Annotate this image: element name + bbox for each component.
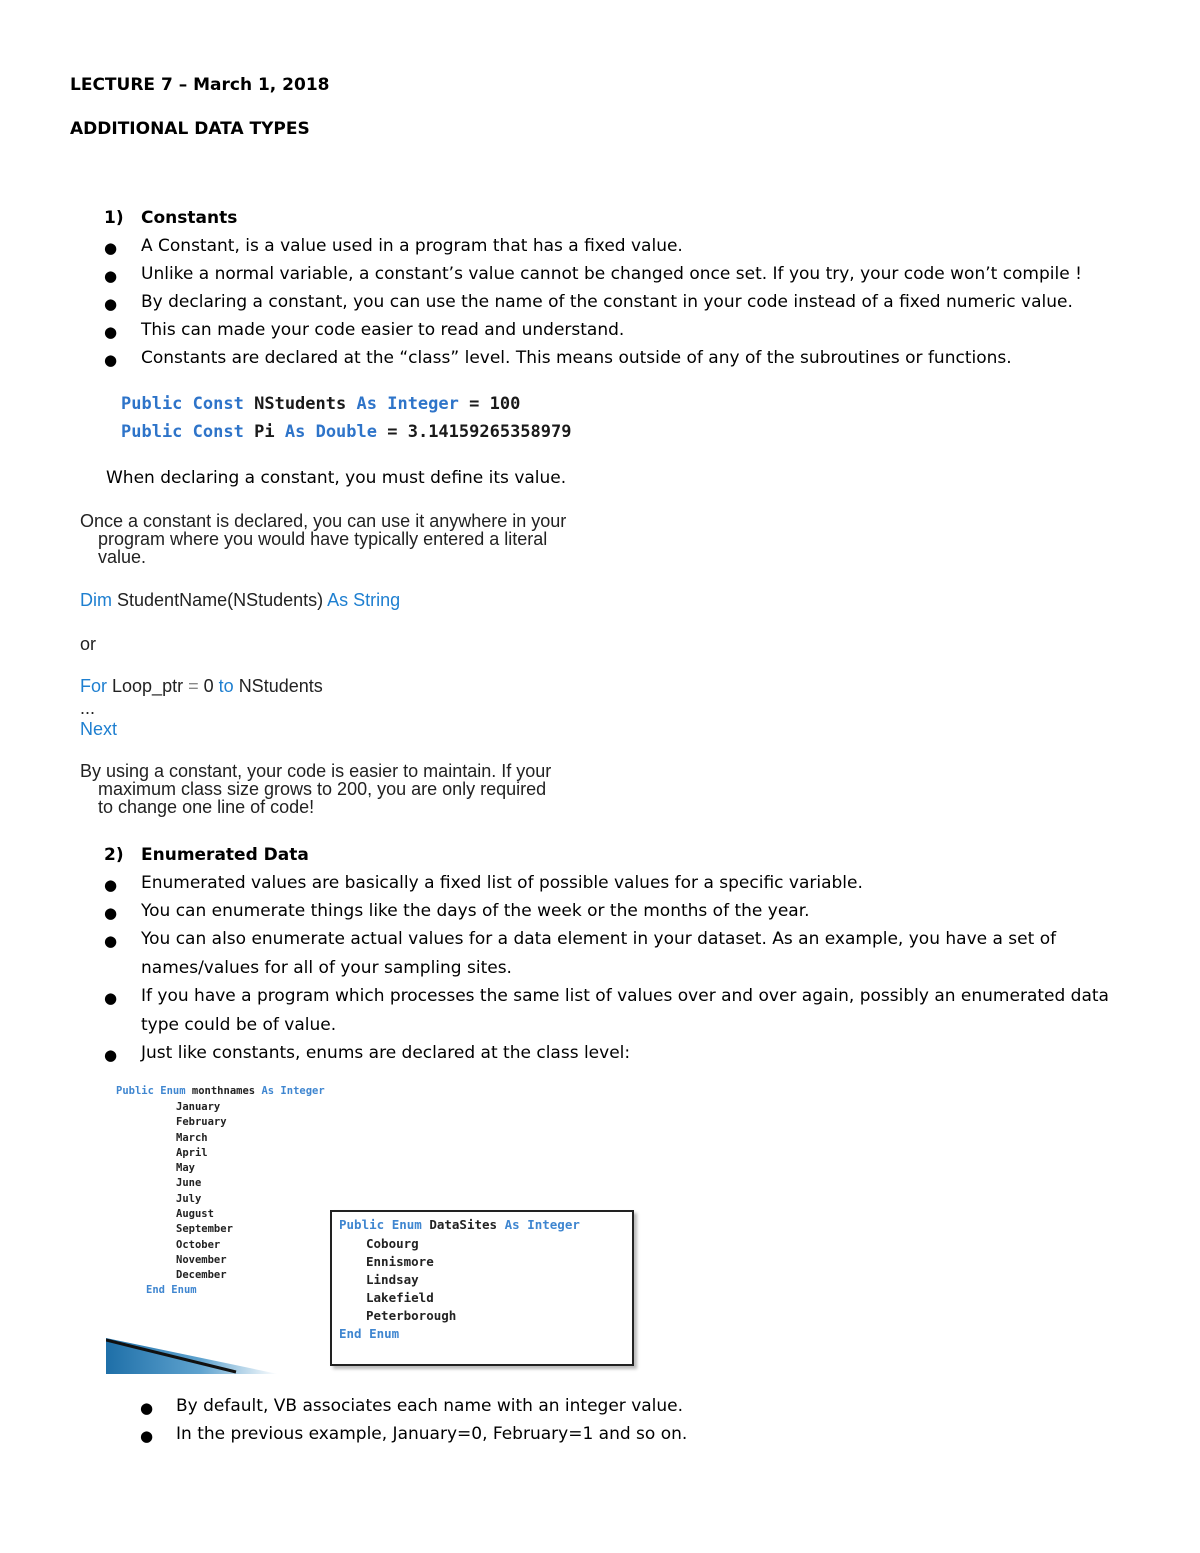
list-item: By declaring a constant, you can use the name of the constant in your code instead of a fixed numeric value.	[141, 292, 1073, 312]
list-item-continuation: names/values for all of your sampling sites.	[141, 958, 512, 978]
list-item: Constants are declared at the “class” level. This means outside of any of the subroutines or functions.	[141, 348, 1012, 368]
month-enum-footer: End Enum	[146, 1284, 197, 1296]
list-item: Enumerated values are basically a fixed list of possible values for a specific variable.	[141, 873, 863, 893]
list-item: By default, VB associates each name with an integer value.	[176, 1396, 684, 1416]
list-item: This can made your code easier to read and understand.	[141, 320, 625, 340]
code-line: Public Const NStudents As Integer = 100	[121, 394, 521, 414]
bullet-icon: ●	[104, 351, 118, 369]
or-text: or	[80, 634, 97, 654]
dim-code-line: Dim StudentName(NStudents) As String	[80, 590, 401, 610]
list-item: A Constant, is a value used in a program that has a fixed value.	[141, 236, 683, 256]
section-number: 1)	[104, 208, 124, 228]
list-item: You can enumerate things like the days of the week or the months of the year.	[141, 901, 810, 921]
datasites-enum-header: Public Enum DataSites As Integer	[339, 1217, 580, 1232]
slide-paragraph: Once a constant is declared, you can use it anywhere in your program where you would have typically entered a literal value.	[80, 511, 567, 567]
bullet-icon: ●	[104, 267, 118, 285]
bullet-icon: ●	[104, 989, 118, 1007]
bullet-icon: ●	[104, 932, 118, 950]
month-enum-header: Public Enum monthnames As Integer	[116, 1085, 325, 1097]
ellipsis: ...	[80, 698, 96, 718]
page-title: LECTURE 7 – March 1, 2018	[70, 75, 330, 95]
bullet-icon: ●	[140, 1427, 154, 1445]
bullet-icon: ●	[104, 904, 118, 922]
bullet-icon: ●	[104, 239, 118, 257]
list-item: Just like constants, enums are declared at the class level:	[141, 1043, 631, 1063]
datasites-enum-box	[330, 1210, 634, 1366]
list-item: In the previous example, January=0, February=1 and so on.	[176, 1424, 688, 1444]
slide-paragraph: By using a constant, your code is easier to maintain. If your maximum class size grows to 200, you are only required to change one line of code!	[80, 761, 552, 817]
list-item: Unlike a normal variable, a constant’s value cannot be changed once set. If you try, your code won’t compile !	[141, 264, 1082, 284]
month-enum-members: January February March April May June July August September October November December	[176, 1101, 233, 1282]
list-item-continuation: type could be of value.	[141, 1015, 337, 1035]
slide-corner-decoration	[106, 1338, 278, 1374]
list-item: You can also enumerate actual values for a data element in your dataset. As an example, you have a set of	[141, 929, 1057, 949]
datasites-enum-footer: End Enum	[339, 1326, 400, 1341]
section-heading: Enumerated Data	[141, 845, 309, 865]
bullet-icon: ●	[104, 1046, 118, 1064]
note-text: When declaring a constant, you must define its value.	[106, 468, 567, 488]
page-subtitle: ADDITIONAL DATA TYPES	[70, 119, 310, 139]
next-keyword: Next	[80, 719, 118, 739]
section-heading: Constants	[141, 208, 238, 228]
code-line: Public Const Pi As Double = 3.14159265358979	[121, 422, 572, 442]
list-item: If you have a program which processes the same list of values over and over again, possibly an enumerated data	[141, 986, 1109, 1006]
section-number: 2)	[104, 845, 124, 865]
bullet-icon: ●	[140, 1399, 154, 1417]
bullet-icon: ●	[104, 295, 118, 313]
for-code-line: For Loop_ptr = 0 to NStudents	[80, 676, 323, 696]
datasites-enum-members: Cobourg Ennismore Lindsay Lakefield Peterborough	[366, 1236, 457, 1323]
bullet-icon: ●	[104, 323, 118, 341]
bullet-icon: ●	[104, 876, 118, 894]
